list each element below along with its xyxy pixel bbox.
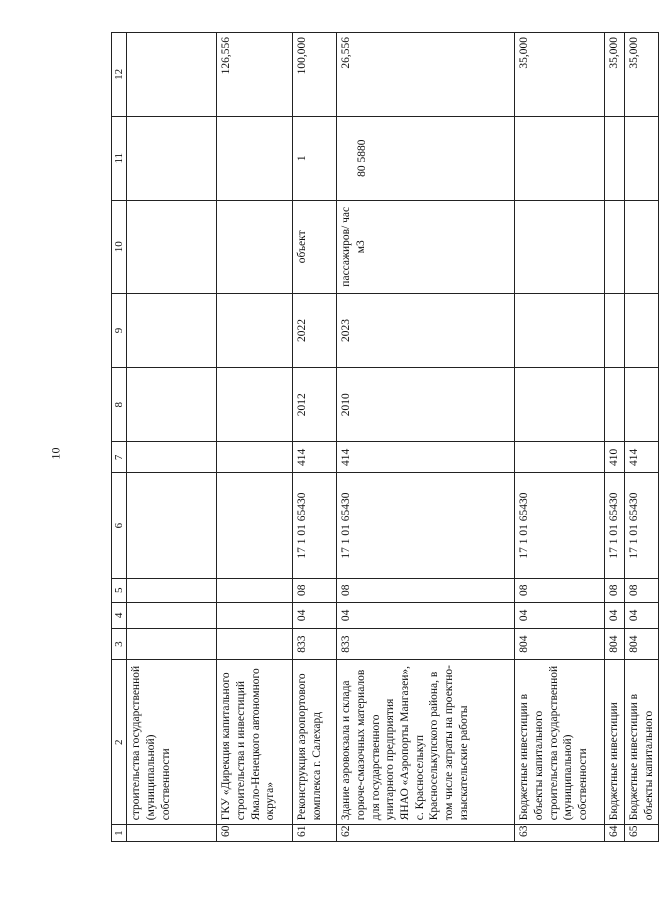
row-description: Бюджетные инвестиции в объекты капитального строительства государственной (муниципальной) собственности: [515, 660, 605, 825]
column-header: 7: [112, 442, 127, 473]
expense-type: 414: [337, 442, 515, 473]
table-row: [217, 33, 293, 842]
subsection-code: 08: [624, 578, 658, 602]
row-number: 60: [217, 825, 293, 842]
ministry-code: 833: [293, 629, 337, 660]
expense-type: 414: [624, 442, 658, 473]
table-row: [624, 33, 658, 842]
column-header: 8: [112, 368, 127, 442]
capacity: [515, 116, 605, 200]
amount: 126,556: [217, 33, 293, 117]
subsection-code: 08: [515, 578, 605, 602]
subsection-code: [127, 578, 217, 602]
target-article: 17 1 01 65430: [624, 473, 658, 578]
end-year: [515, 293, 605, 367]
row-description: Бюджетные инвестиции в объекты капитального: [624, 660, 658, 825]
unit: пассажиров/ час м3: [337, 200, 515, 293]
section-code: 04: [605, 602, 625, 628]
start-year: 2012: [293, 368, 337, 442]
start-year: [217, 368, 293, 442]
ministry-code: [217, 629, 293, 660]
column-header: 12: [112, 33, 127, 117]
ministry-code: 804: [605, 629, 625, 660]
column-header: 11: [112, 116, 127, 200]
section-code: 04: [515, 602, 605, 628]
budget-table: [111, 32, 659, 842]
subsection-code: 08: [605, 578, 625, 602]
unit: [605, 200, 625, 293]
capacity: [624, 116, 658, 200]
end-year: 2023: [337, 293, 515, 367]
end-year: [605, 293, 625, 367]
subsection-code: 08: [293, 578, 337, 602]
column-header: 1: [112, 825, 127, 842]
start-year: [624, 368, 658, 442]
table-row: [605, 33, 625, 842]
expense-type: [217, 442, 293, 473]
target-article: [217, 473, 293, 578]
row-description: Здание аэровокзала и склада горюче-смазочных материалов для государственного унитарного предприятия ЯНАО «Аэропорты Мангазеи», с. Красноселькуп Красноселькупского района, в том числе затраты на проектно-изыскательские работы: [337, 660, 515, 825]
target-article: [127, 473, 217, 578]
start-year: [515, 368, 605, 442]
subsection-code: 08: [337, 578, 515, 602]
column-header: 6: [112, 473, 127, 578]
header-row: [112, 33, 127, 842]
ministry-code: 804: [624, 629, 658, 660]
end-year: [624, 293, 658, 367]
amount: 35,000: [605, 33, 625, 117]
end-year: 2022: [293, 293, 337, 367]
section-code: [127, 602, 217, 628]
target-article: 17 1 01 65430: [515, 473, 605, 578]
ministry-code: [127, 629, 217, 660]
start-year: [127, 368, 217, 442]
amount: 100,000: [293, 33, 337, 117]
subsection-code: [217, 578, 293, 602]
expense-type: [515, 442, 605, 473]
unit: [624, 200, 658, 293]
row-number: 65: [624, 825, 658, 842]
capacity: 80 5880: [337, 116, 515, 200]
unit: [217, 200, 293, 293]
row-number: [127, 825, 217, 842]
capacity: [127, 116, 217, 200]
amount: 35,000: [515, 33, 605, 117]
amount: [127, 33, 217, 117]
ministry-code: 804: [515, 629, 605, 660]
column-header: 4: [112, 602, 127, 628]
start-year: 2010: [337, 368, 515, 442]
capacity: 1: [293, 116, 337, 200]
section-code: [217, 602, 293, 628]
row-description: Бюджетные инвестиции: [605, 660, 625, 825]
table-row: [337, 33, 515, 842]
row-description: Реконструкция аэропортового комплекса г. Салехард: [293, 660, 337, 825]
start-year: [605, 368, 625, 442]
unit: [127, 200, 217, 293]
column-header: 10: [112, 200, 127, 293]
ministry-code: 833: [337, 629, 515, 660]
table-row: [293, 33, 337, 842]
row-number: 62: [337, 825, 515, 842]
column-header: 2: [112, 660, 127, 825]
expense-type: [127, 442, 217, 473]
end-year: [127, 293, 217, 367]
amount: 35,000: [624, 33, 658, 117]
column-header: 5: [112, 578, 127, 602]
amount: 26,556: [337, 33, 515, 117]
row-number: 61: [293, 825, 337, 842]
end-year: [217, 293, 293, 367]
target-article: 17 1 01 65430: [605, 473, 625, 578]
column-header: 9: [112, 293, 127, 367]
page-number: 10: [48, 447, 63, 460]
expense-type: 410: [605, 442, 625, 473]
table-row: [515, 33, 605, 842]
row-description: ГКУ «Дирекция капитального строительства и инвестиций Ямало-Ненецкого автономного округа»: [217, 660, 293, 825]
target-article: 17 1 01 65430: [293, 473, 337, 578]
row-number: 63: [515, 825, 605, 842]
column-header: 3: [112, 629, 127, 660]
budget-table-container: [111, 32, 655, 842]
capacity: [605, 116, 625, 200]
section-code: 04: [624, 602, 658, 628]
target-article: 17 1 01 65430: [337, 473, 515, 578]
section-code: 04: [337, 602, 515, 628]
row-description: строительства государственной (муниципальной) собственности: [127, 660, 217, 825]
unit: [515, 200, 605, 293]
section-code: 04: [293, 602, 337, 628]
capacity: [217, 116, 293, 200]
table-row: [127, 33, 217, 842]
row-number: 64: [605, 825, 625, 842]
unit: объект: [293, 200, 337, 293]
expense-type: 414: [293, 442, 337, 473]
